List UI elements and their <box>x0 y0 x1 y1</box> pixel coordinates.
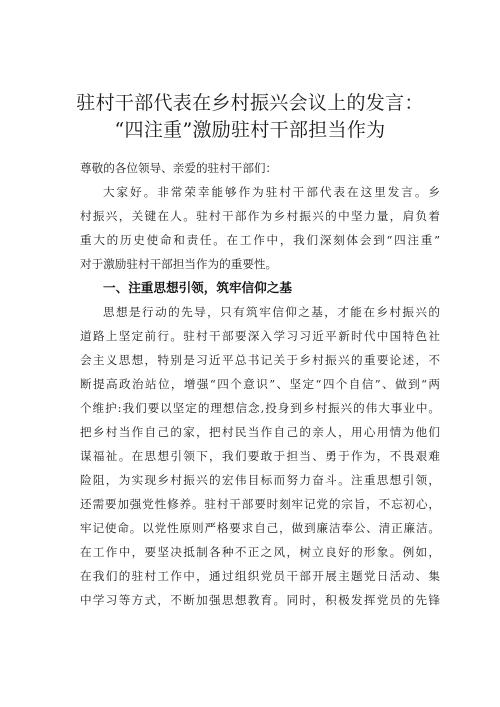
salutation: 尊敬的各位领导、亲爱的驻村干部们： <box>80 161 278 175</box>
body-line: 谋福祉。在思想引领下，我们要敢于担当、勇于作为，不畏艰难 <box>80 449 440 463</box>
body-line: 道路上坚定前行。驻村干部要深入学习习近平新时代中国特色社 <box>80 329 440 343</box>
intro-line: 大家好。非常荣幸能够作为驻村干部代表在这里发言。乡 <box>103 185 440 199</box>
body-line: 在工作中，要坚决抵制各种不正之风，树立良好的形象。例如， <box>80 545 440 559</box>
document-title-line-1: 驻村干部代表在乡村振兴会议上的发言： <box>76 92 424 114</box>
body-line: 会主义思想，特别是习近平总书记关于乡村振兴的重要论述，不 <box>80 353 440 367</box>
document-title-line-2: “四注重”激励驻村干部担当作为 <box>114 119 386 141</box>
body-line: 中学习等方式，不断加强思想教育。同时，积极发挥党员的先锋 <box>80 593 440 607</box>
body-line: 个维护:我们要以坚定的理想信念,投身到乡村振兴的伟大事业中。 <box>80 401 440 415</box>
body-line: 还需要加强党性修养。驻村干部要时刻牢记党的宗旨，不忘初心， <box>80 497 440 511</box>
body-line: 思想是行动的先导，只有筑牢信仰之基，才能在乡村振兴的 <box>103 305 440 319</box>
intro-line: 对于激励驻村干部担当作为的重要性。 <box>80 257 278 271</box>
body-line: 险阻，为实现乡村振兴的宏伟目标而努力奋斗。注重思想引领， <box>80 473 440 487</box>
intro-line: 村振兴，关键在人。驻村干部作为乡村振兴的中坚力量，肩负着 <box>80 209 440 223</box>
body-line: 把乡村当作自己的家，把村民当作自己的亲人，用心用情为他们 <box>80 425 440 439</box>
intro-line: 重大的历史使命和责任。在工作中，我们深刻体会到“四注重” <box>80 233 440 247</box>
section-1-heading: 一、注重思想引领，筑牢信仰之基 <box>103 280 292 295</box>
body-line: 牢记使命。以党性原则严格要求自己，做到廉洁奉公、清正廉洁。 <box>80 521 440 535</box>
body-line: 在我们的驻村工作中，通过组织党员干部开展主题党日活动、集 <box>80 569 440 583</box>
body-line: 断提高政治站位，增强“四个意识”、坚定“四个自信”、做到“两 <box>80 377 440 391</box>
